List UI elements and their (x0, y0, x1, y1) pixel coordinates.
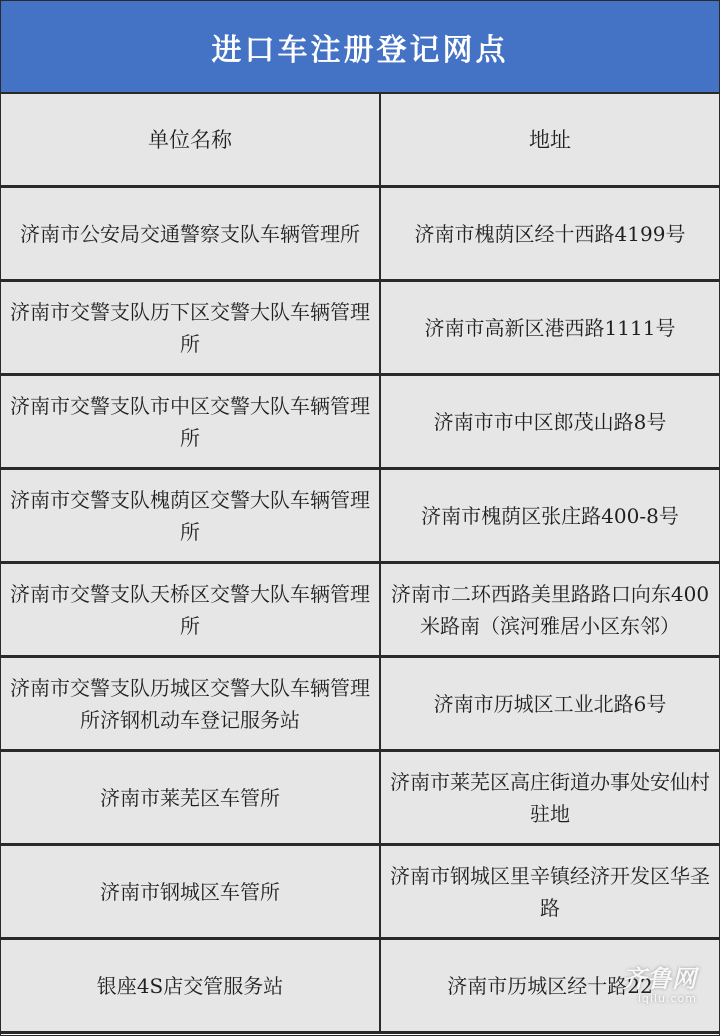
address-cell: 济南市槐荫区张庄路400-8号 (381, 470, 719, 564)
address-cell: 济南市历城区工业北路6号 (381, 658, 719, 752)
unit-name-cell: 济南市公安局交通警察支队车辆管理所 (1, 188, 381, 282)
address-cell: 济南市钢城区里辛镇经济开发区华圣路 (381, 846, 719, 940)
watermark-brand: 齐鲁网 (622, 965, 697, 993)
address-cell: 济南市莱芜区高庄街道办事处安仙村驻地 (381, 752, 719, 846)
unit-name-cell: 济南市交警支队槐荫区交警大队车辆管理所 (1, 470, 381, 564)
address-cell: 济南市高新区港西路1111号 (381, 282, 719, 376)
registration-table (1, 94, 719, 1034)
table-title: 进口车注册登记网点 (1, 1, 719, 94)
address-cell: 济南市历城区经十路22 (381, 940, 719, 1034)
unit-name-cell: 银座4S店交管服务站 (1, 940, 381, 1034)
unit-name-cell: 济南市交警支队天桥区交警大队车辆管理所 (1, 564, 381, 658)
header-address: 地址 (381, 94, 719, 188)
unit-name-cell: 济南市交警支队历城区交警大队车辆管理所济钢机动车登记服务站 (1, 658, 381, 752)
unit-name-cell: 济南市交警支队历下区交警大队车辆管理所 (1, 282, 381, 376)
header-unit-name: 单位名称 (1, 94, 381, 188)
unit-name-cell: 济南市莱芜区车管所 (1, 752, 381, 846)
watermark-url: iqilu.com (637, 992, 697, 1005)
unit-name-cell: 济南市交警支队市中区交警大队车辆管理所 (1, 376, 381, 470)
address-cell: 济南市槐荫区经十西路4199号 (381, 188, 719, 282)
unit-name-cell: 济南市钢城区车管所 (1, 846, 381, 940)
address-cell: 济南市市中区郎茂山路8号 (381, 376, 719, 470)
address-cell: 济南市二环西路美里路路口向东400米路南（滨河雅居小区东邻） (381, 564, 719, 658)
